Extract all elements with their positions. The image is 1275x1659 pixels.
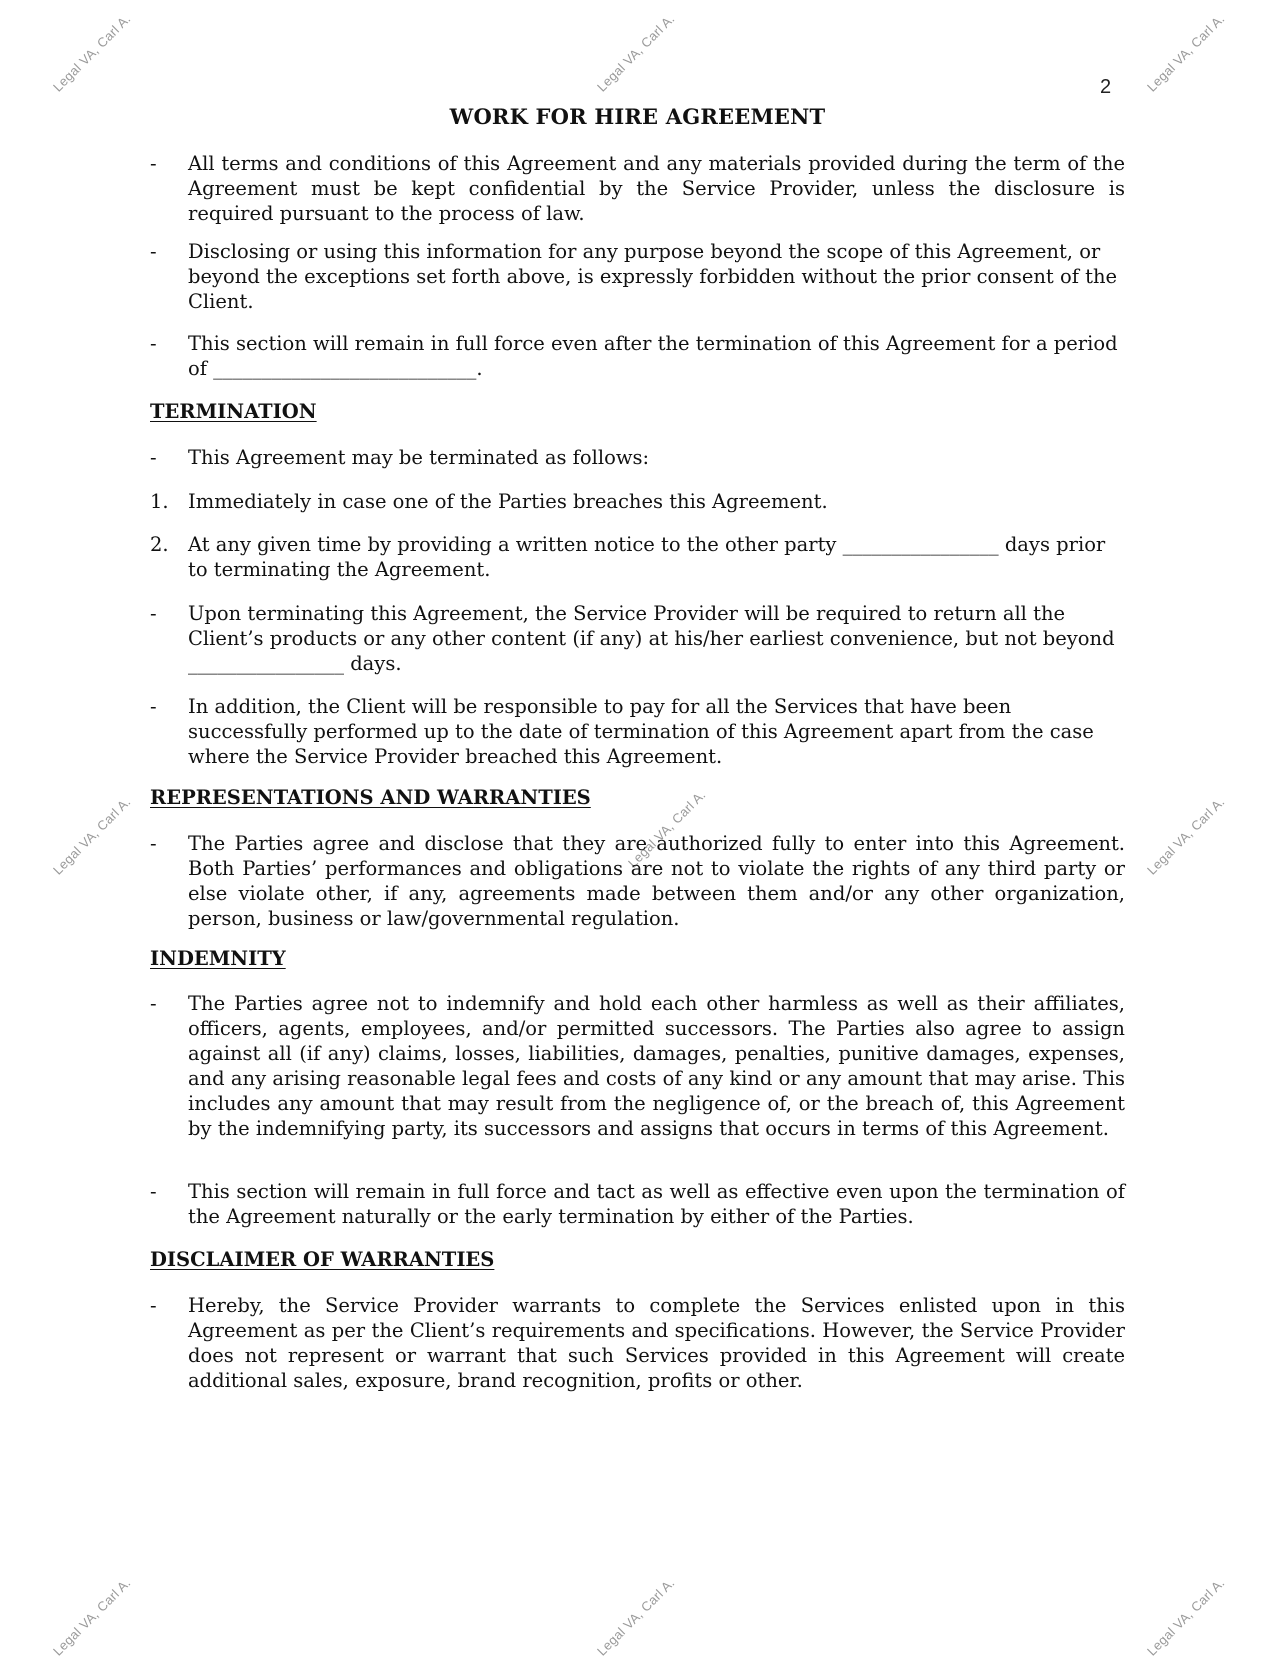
bullet-marker: - bbox=[150, 602, 157, 625]
number-marker: 2. bbox=[150, 533, 169, 556]
watermark: Legal VA, Carl A. bbox=[50, 11, 134, 95]
list-item-text: This section will remain in full force even after the termination of this Agreement for a period of ___________________________. bbox=[188, 332, 1118, 380]
bullet-marker: - bbox=[150, 1294, 157, 1317]
list-item-text: In addition, the Client will be responsible to pay for all the Services that have been successfully performed up to the date of termination of this Agreement apart from the case where the Service Provider breached this Agreement. bbox=[188, 695, 1094, 768]
list-item-text: The Parties agree not to indemnify and hold each other harmless as well as their affiliates, officers, agents, employees, and/or permitted successors. The Parties also agree to assign against all (if any) claims, losses, liabilities, damages, penalties, punitive damages, expenses, and any arising reasonable legal fees and costs of any kind or any amount that may arise. This includes any amount that may result from the negligence of, or the breach of, this Agreement by the indemnifying party, its successors and assigns that occurs in terms of this Agreement. bbox=[188, 992, 1125, 1140]
watermark: Legal VA, Carl A. bbox=[1144, 11, 1228, 95]
watermark: Legal VA, Carl A. bbox=[594, 1575, 678, 1659]
list-item-text: The Parties agree and disclose that they are authorized fully to enter into this Agreement. Both Parties’ performances and obligations are not to violate the rights of any third party or else violate other, if any, agreements made between them and/or any other organization, person, business or law/governmental regulation. bbox=[188, 832, 1125, 930]
section-heading-representations: REPRESENTATIONS AND WARRANTIES bbox=[150, 786, 591, 809]
watermark: Legal VA, Carl A. bbox=[594, 11, 678, 95]
list-item-text: All terms and conditions of this Agreement and any materials provided during the term of the Agreement must be kept confidential by the Service Provider, unless the disclosure is required pursuant to the process of law. bbox=[188, 152, 1125, 225]
watermark: Legal VA, Carl A. bbox=[625, 787, 709, 871]
list-item bbox=[150, 1293, 1125, 1393]
list-item bbox=[150, 151, 1125, 226]
list-item bbox=[150, 694, 1125, 769]
section-heading-termination: TERMINATION bbox=[150, 400, 317, 423]
list-item-text: Immediately in case one of the Parties breaches this Agreement. bbox=[188, 490, 828, 513]
watermark: Legal VA, Carl A. bbox=[50, 1575, 134, 1659]
number-marker: 1. bbox=[150, 490, 169, 513]
numbered-item bbox=[150, 489, 1125, 514]
watermark: Legal VA, Carl A. bbox=[1144, 1575, 1228, 1659]
watermark: Legal VA, Carl A. bbox=[1144, 794, 1228, 878]
bullet-marker: - bbox=[150, 1180, 157, 1203]
numbered-item bbox=[150, 532, 1125, 582]
document-title: WORK FOR HIRE AGREEMENT bbox=[449, 104, 826, 129]
list-item-text: Upon terminating this Agreement, the Service Provider will be required to return all the Client’s products or any other content (if any) at his/her earliest convenience, but not beyond ________________ days. bbox=[188, 602, 1115, 675]
list-item bbox=[150, 991, 1125, 1141]
watermark: Legal VA, Carl A. bbox=[50, 794, 134, 878]
list-item bbox=[150, 1179, 1125, 1229]
page-number: 2 bbox=[1100, 76, 1112, 98]
bullet-marker: - bbox=[150, 240, 157, 263]
bullet-marker: - bbox=[150, 695, 157, 718]
list-item-text: Hereby, the Service Provider warrants to complete the Services enlisted upon in this Agreement as per the Client’s requirements and specifications. However, the Service Provider does not represent or warrant that such Services provided in this Agreement will create additional sales, exposure, brand recognition, profits or other. bbox=[188, 1294, 1125, 1392]
list-item bbox=[150, 601, 1125, 676]
list-item bbox=[150, 831, 1125, 931]
list-item bbox=[150, 331, 1125, 381]
bullet-marker: - bbox=[150, 992, 157, 1015]
list-item-text: At any given time by providing a written notice to the other party ________________ days prior to terminating the Agreement. bbox=[188, 533, 1106, 581]
list-item bbox=[150, 239, 1125, 314]
list-item bbox=[150, 445, 1125, 470]
section-heading-indemnity: INDEMNITY bbox=[150, 947, 286, 970]
list-item-text: Disclosing or using this information for any purpose beyond the scope of this Agreement, or beyond the exceptions set forth above, is expressly forbidden without the prior consent of the Client. bbox=[188, 240, 1118, 313]
list-item-text: This section will remain in full force and tact as well as effective even upon the termination of the Agreement naturally or the early termination by either of the Parties. bbox=[188, 1180, 1125, 1228]
bullet-marker: - bbox=[150, 832, 157, 855]
section-heading-disclaimer: DISCLAIMER OF WARRANTIES bbox=[150, 1248, 495, 1271]
bullet-marker: - bbox=[150, 152, 157, 175]
bullet-marker: - bbox=[150, 332, 157, 355]
bullet-marker: - bbox=[150, 446, 157, 469]
list-item-text: This Agreement may be terminated as follows: bbox=[188, 446, 650, 469]
